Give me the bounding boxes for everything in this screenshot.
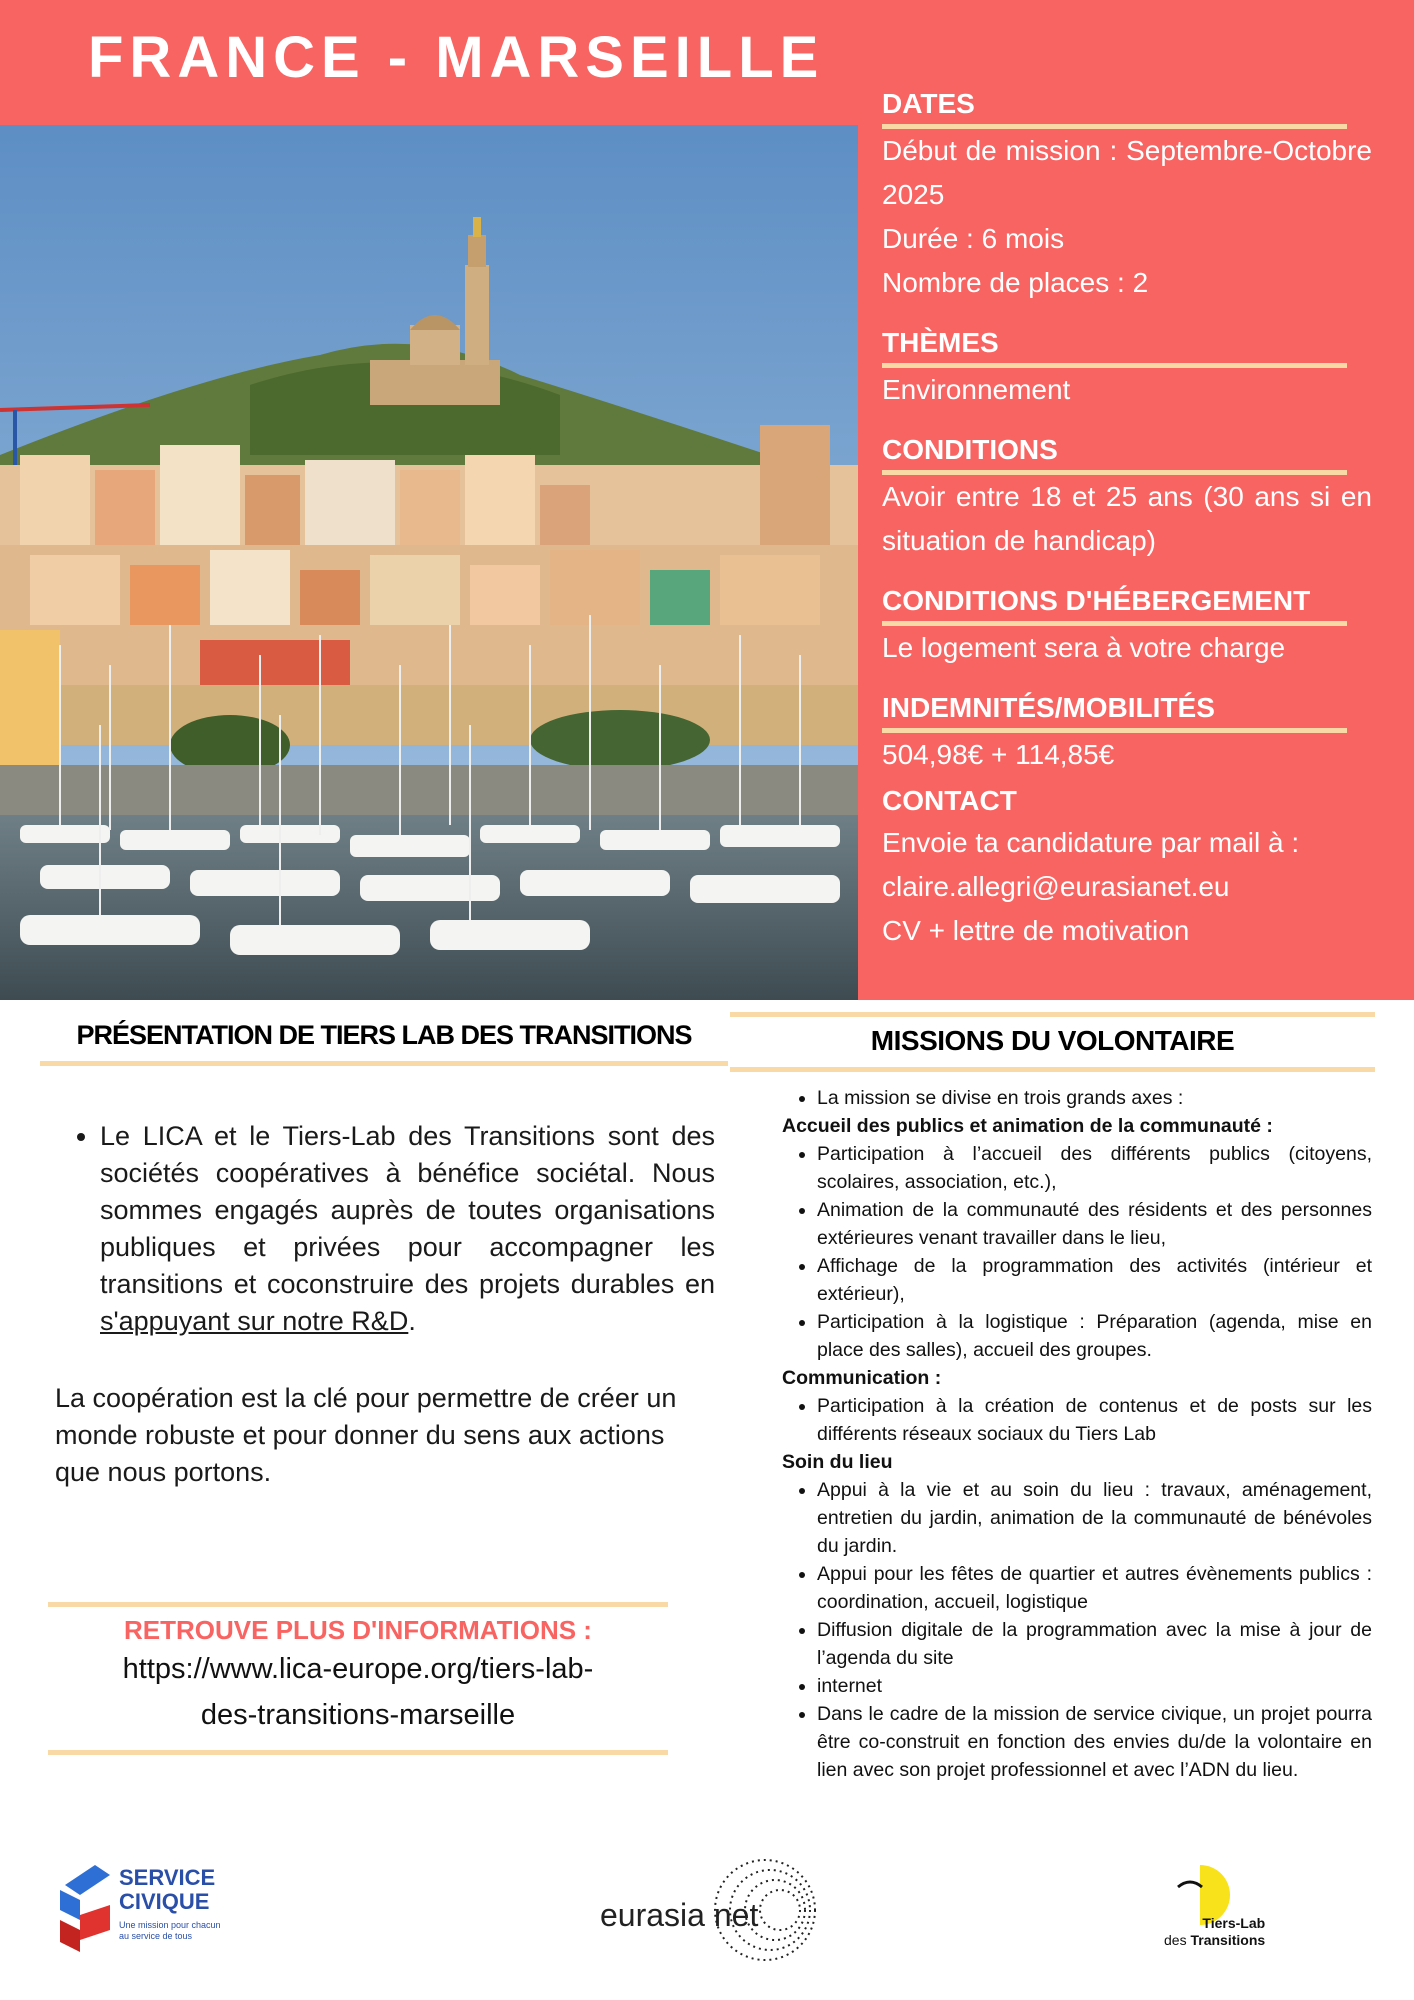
- missions-group2-list: [782, 1392, 1372, 1448]
- allowance-heading: INDEMNITÉS/MOBILITÉS: [882, 692, 1347, 733]
- contact-documents: CV + lettre de motivation: [882, 915, 1190, 946]
- presentation-bullet-text: Le LICA et le Tiers-Lab des Transitions sont des sociétés coopératives à bénéfice sociétal. Nous sommes engagés auprès de toutes organisations publiques et privées pour accompagner les transitions et coconstruire des projets durables en: [100, 1121, 715, 1299]
- missions-group3-list: [782, 1476, 1372, 1784]
- section-conditions: [882, 434, 1372, 563]
- dates-places: Nombre de places : 2: [882, 267, 1149, 298]
- conditions-heading: CONDITIONS: [882, 434, 1347, 475]
- eurasia-net-wordmark: eurasia net: [600, 1897, 759, 1933]
- section-allowance: [882, 692, 1372, 777]
- more-info-url-line2[interactable]: des-transitions-marseille: [200, 1699, 516, 1731]
- more-info-url-line1[interactable]: https://www.lica-europe.org/tiers-lab-: [122, 1653, 594, 1685]
- service-civique-line2: CIVIQUE: [119, 1889, 210, 1914]
- tiers-lab-line2b: Transitions: [1190, 1932, 1266, 1948]
- list-item: • Participation à la création de contenus et de posts sur les différents réseaux sociaux du Tiers Lab: [817, 1392, 1372, 1448]
- service-civique-emblem-icon: [55, 1860, 115, 1955]
- contact-email[interactable]: claire.allegri@eurasianet.eu: [882, 871, 1230, 902]
- themes-value: Environnement: [882, 374, 1071, 405]
- missions-body: [782, 1084, 1372, 1784]
- rd-link[interactable]: s'appuyant sur notre R&D: [100, 1306, 409, 1336]
- tiers-lab-line1: Tiers-Lab: [1202, 1915, 1266, 1931]
- service-civique-logo: [55, 1860, 255, 1960]
- list-item: • Diffusion digitale de la programmation avec la mise à jour de l’agenda du site: [817, 1616, 1372, 1672]
- tiers-lab-line2a: des: [1164, 1932, 1191, 1948]
- missions-group3-title: Soin du lieu: [782, 1451, 893, 1473]
- missions-group1-title: Accueil des publics et animation de la communauté :: [782, 1115, 1273, 1137]
- more-info-title: RETROUVE PLUS D'INFORMATIONS :: [124, 1615, 592, 1645]
- presentation-heading: PRÉSENTATION DE TIERS LAB DES TRANSITIONS: [40, 1012, 728, 1066]
- presentation-bullet-end: .: [408, 1306, 416, 1336]
- conditions-value: Avoir entre 18 et 25 ans (30 ans si en situation de handicap): [882, 481, 1372, 556]
- missions-column: [730, 1012, 1375, 1072]
- service-civique-line1: SERVICE: [119, 1865, 216, 1890]
- dates-heading: DATES: [882, 88, 1347, 129]
- dates-duration: Durée : 6 mois: [882, 223, 1065, 254]
- list-item: • Affichage de la programmation des activités (intérieur et extérieur),: [817, 1252, 1372, 1308]
- service-civique-tag1: Une mission pour chacun: [119, 1920, 221, 1930]
- list-item: • Animation de la communauté des résidents et des personnes extérieures venant travailler dans le lieu,: [817, 1196, 1372, 1252]
- dates-start: Début de mission : Septembre-Octobre 2025: [882, 135, 1372, 210]
- marseille-photo: [0, 125, 858, 1000]
- section-contact: [882, 785, 1372, 953]
- housing-value: Le logement sera à votre charge: [882, 632, 1286, 663]
- missions-intro: • La mission se divise en trois grands axes :: [817, 1084, 1372, 1112]
- section-dates: [882, 88, 1372, 305]
- section-housing: [882, 585, 1372, 670]
- missions-intro-list: [782, 1084, 1372, 1112]
- housing-heading: CONDITIONS D'HÉBERGEMENT: [882, 585, 1347, 626]
- list-item: • internet: [817, 1672, 1372, 1700]
- contact-instruction: Envoie ta candidature par mail à :: [882, 827, 1300, 858]
- list-item: • Appui pour les fêtes de quartier et autres évènements publics : coordination, accueil, logistique: [817, 1560, 1372, 1616]
- tiers-lab-logo: [1140, 1865, 1290, 1960]
- themes-heading: THÈMES: [882, 327, 1347, 368]
- allowance-value: 504,98€ + 114,85€: [882, 739, 1115, 770]
- presentation-body: [55, 1118, 715, 1491]
- missions-group2-title: Communication :: [782, 1367, 942, 1389]
- list-item: • Participation à la logistique : Préparation (agenda, mise en place des salles), accueil des groupes.: [817, 1308, 1372, 1364]
- missions-group1-list: [782, 1140, 1372, 1364]
- marseille-port-illustration: [0, 125, 858, 1000]
- list-item: • Participation à l’accueil des différents publics (citoyens, scolaires, association, etc.),: [817, 1140, 1372, 1196]
- presentation-paragraph: La coopération est la clé pour permettre de créer un monde robuste et pour donner du sens aux actions que nous portons.: [55, 1383, 677, 1487]
- presentation-bullet: [100, 1118, 715, 1340]
- presentation-list: [55, 1118, 715, 1340]
- missions-heading: MISSIONS DU VOLONTAIRE: [730, 1012, 1375, 1072]
- list-item: • Dans le cadre de la mission de service civique, un projet pourra être co-construit en fonction des envies du/de la volontaire en lien avec son projet professionnel et avec l’ADN du lieu.: [817, 1700, 1372, 1784]
- list-item: • Appui à la vie et au soin du lieu : travaux, aménagement, entretien du jardin, animation de la communauté de bénévoles du jardin.: [817, 1476, 1372, 1560]
- service-civique-tag2: au service de tous: [119, 1931, 193, 1941]
- details-sidebar: [882, 88, 1372, 975]
- section-themes: [882, 327, 1372, 412]
- page-title: FRANCE - MARSEILLE: [88, 25, 825, 90]
- eurasia-net-logo: [600, 1855, 830, 1965]
- contact-heading: CONTACT: [882, 785, 1017, 816]
- more-info-box: [48, 1602, 668, 1755]
- presentation-column: [40, 1012, 728, 1066]
